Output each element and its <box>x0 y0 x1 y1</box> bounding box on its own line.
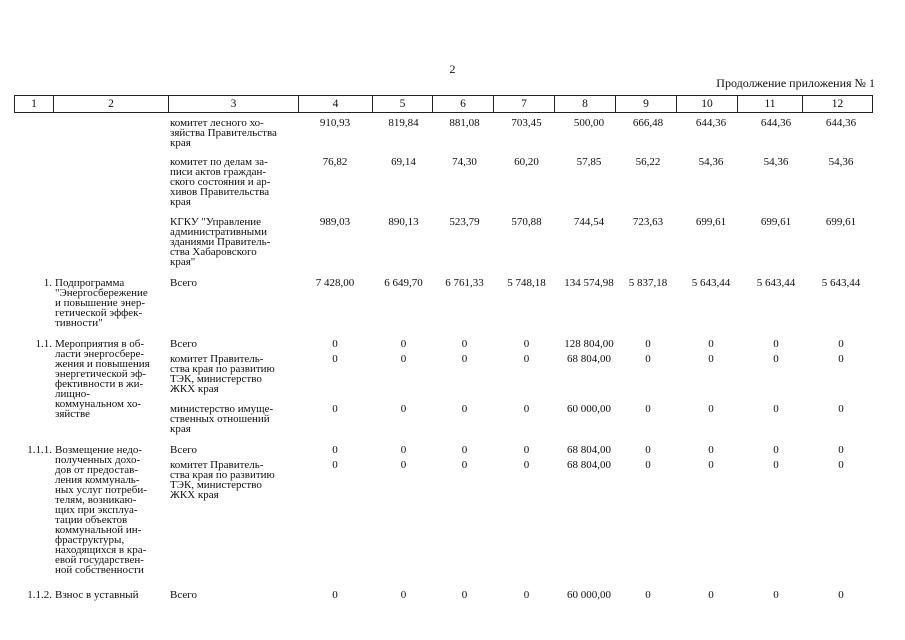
value-cell: 0 <box>400 403 407 415</box>
row-number: 1.1.2. <box>27 589 52 601</box>
value-cell: 0 <box>400 353 407 365</box>
value-cell: 703,45 <box>511 117 542 129</box>
value-cell: 128 804,00 <box>564 338 614 350</box>
value-cell: 0 <box>461 444 468 456</box>
value-cell: 0 <box>838 353 844 365</box>
item-name: Возмещение недо- полученных дохо- дов от предостав- ления коммуналь- ных услуг потреби- телям, возникаю- щих при эксплуа- тации объектов коммунальной ин- фраструктуры, находящихся в кра- евой государствен- ной собственности <box>55 444 147 576</box>
funding-source: Всего <box>170 277 197 289</box>
value-cell: 74,30 <box>452 156 477 168</box>
value-cell: 0 <box>332 403 338 415</box>
value-cell: 0 <box>332 589 338 601</box>
value-cell: 0 <box>773 338 779 350</box>
value-cell: 0 <box>645 459 651 471</box>
item-name: Мероприятия в об- ласти энергосбере- жения и повышения энергетической эф- фективности в жи- лищно- коммунальном хо- зяйстве <box>55 338 150 420</box>
funding-source: комитет Правитель- ства края по развитию ТЭК, министерство ЖКХ края <box>170 353 275 395</box>
value-cell: 57,85 <box>576 156 602 168</box>
column-header: 1 <box>15 96 54 113</box>
value-cell: 666,48 <box>632 117 664 129</box>
value-cell: 5 748,18 <box>507 277 546 289</box>
value-cell: 0 <box>708 589 714 601</box>
value-cell: 134 574,98 <box>564 277 614 289</box>
value-cell: 60 000,00 <box>567 403 611 415</box>
value-cell: 910,93 <box>319 117 351 129</box>
value-cell: 0 <box>708 403 714 415</box>
value-cell: 890,13 <box>388 216 419 228</box>
value-cell: 0 <box>838 589 844 601</box>
value-cell: 0 <box>400 459 407 471</box>
value-cell: 0 <box>523 403 530 415</box>
funding-source: Всего <box>170 338 197 350</box>
value-cell: 0 <box>645 403 651 415</box>
value-cell: 76,82 <box>322 156 348 168</box>
funding-source: комитет по делам за- писи актов граждан- ского состояния и ар- хивов Правительства края <box>170 156 271 208</box>
value-cell: 60 000,00 <box>567 589 611 601</box>
value-cell: 644,36 <box>695 117 727 129</box>
value-cell: 0 <box>523 353 530 365</box>
value-cell: 881,08 <box>449 117 480 129</box>
value-cell: 0 <box>461 353 468 365</box>
value-cell: 0 <box>708 353 714 365</box>
value-cell: 0 <box>523 459 530 471</box>
funding-source: Всего <box>170 444 197 456</box>
funding-source: КГКУ "Управление административными зданиями Правитель- ства Хабаровского края" <box>170 216 271 268</box>
value-cell: 570,88 <box>511 216 542 228</box>
value-cell: 5 643,44 <box>821 277 861 289</box>
value-cell: 744,54 <box>573 216 605 228</box>
value-cell: 54,36 <box>698 156 724 168</box>
value-cell: 699,61 <box>825 216 857 228</box>
item-name: Взнос в уставный <box>55 589 139 601</box>
funding-source: комитет Правитель- ства края по развитию ТЭК, министерство ЖКХ края <box>170 459 275 501</box>
item-name: Подпрограмма "Энергосбережение и повышение энер- гетической эффек- тивности" <box>55 277 148 329</box>
value-cell: 5 643,44 <box>691 277 731 289</box>
value-cell: 0 <box>838 444 844 456</box>
funding-source: министерство имуще- ственных отношений края <box>170 403 274 435</box>
value-cell: 0 <box>523 338 530 350</box>
value-cell: 0 <box>523 589 530 601</box>
value-cell: 6 649,70 <box>384 277 423 289</box>
column-header: 6 <box>433 96 494 113</box>
value-cell: 0 <box>332 459 338 471</box>
value-cell: 0 <box>645 444 651 456</box>
value-cell: 699,61 <box>760 216 792 228</box>
value-cell: 819,84 <box>388 117 419 129</box>
value-cell: 0 <box>838 338 844 350</box>
value-cell: 5 837,18 <box>628 277 668 289</box>
value-cell: 0 <box>773 353 779 365</box>
value-cell: 500,00 <box>573 117 605 129</box>
value-cell: 60,20 <box>514 156 539 168</box>
value-cell: 0 <box>773 589 779 601</box>
value-cell: 0 <box>708 459 714 471</box>
column-header: 11 <box>738 96 803 113</box>
value-cell: 0 <box>773 444 779 456</box>
funding-source: комитет лесного хо- зяйства Правительства края <box>170 117 277 149</box>
column-header: 9 <box>616 96 677 113</box>
value-cell: 0 <box>400 589 407 601</box>
column-header-row <box>14 95 873 113</box>
value-cell: 0 <box>523 444 530 456</box>
value-cell: 0 <box>773 403 779 415</box>
value-cell: 523,79 <box>449 216 480 228</box>
value-cell: 0 <box>838 403 844 415</box>
value-cell: 68 804,00 <box>567 444 611 456</box>
value-cell: 0 <box>461 459 468 471</box>
row-number: 1.1.1. <box>27 444 52 456</box>
column-header: 8 <box>555 96 616 113</box>
value-cell: 6 761,33 <box>445 277 484 289</box>
row-number: 1.1. <box>35 338 52 350</box>
row-number: 1. <box>43 277 52 289</box>
value-cell: 644,36 <box>825 117 857 129</box>
value-cell: 0 <box>645 589 651 601</box>
value-cell: 0 <box>708 444 714 456</box>
value-cell: 54,36 <box>828 156 854 168</box>
column-header: 4 <box>299 96 373 113</box>
value-cell: 5 643,44 <box>756 277 796 289</box>
value-cell: 0 <box>461 589 468 601</box>
value-cell: 0 <box>461 403 468 415</box>
value-cell: 989,03 <box>319 216 351 228</box>
value-cell: 0 <box>838 459 844 471</box>
funding-source: Всего <box>170 589 197 601</box>
value-cell: 723,63 <box>632 216 664 228</box>
page-number: 2 <box>449 62 456 76</box>
column-header: 10 <box>677 96 738 113</box>
value-cell: 644,36 <box>760 117 792 129</box>
value-cell: 699,61 <box>695 216 727 228</box>
value-cell: 7 428,00 <box>315 277 355 289</box>
value-cell: 0 <box>332 444 338 456</box>
column-header: 2 <box>54 96 169 113</box>
column-header: 12 <box>803 96 873 113</box>
value-cell: 56,22 <box>635 156 661 168</box>
continuation-note: Продолжение приложения № 1 <box>716 76 875 90</box>
value-cell: 68 804,00 <box>567 353 611 365</box>
column-header: 3 <box>169 96 299 113</box>
column-header: 7 <box>494 96 555 113</box>
value-cell: 0 <box>708 338 714 350</box>
value-cell: 0 <box>461 338 468 350</box>
value-cell: 0 <box>400 444 407 456</box>
value-cell: 0 <box>400 338 407 350</box>
value-cell: 0 <box>332 338 338 350</box>
value-cell: 69,14 <box>391 156 416 168</box>
value-cell: 0 <box>332 353 338 365</box>
value-cell: 68 804,00 <box>567 459 611 471</box>
value-cell: 0 <box>645 353 651 365</box>
value-cell: 0 <box>645 338 651 350</box>
column-header: 5 <box>373 96 433 113</box>
value-cell: 0 <box>773 459 779 471</box>
value-cell: 54,36 <box>763 156 789 168</box>
